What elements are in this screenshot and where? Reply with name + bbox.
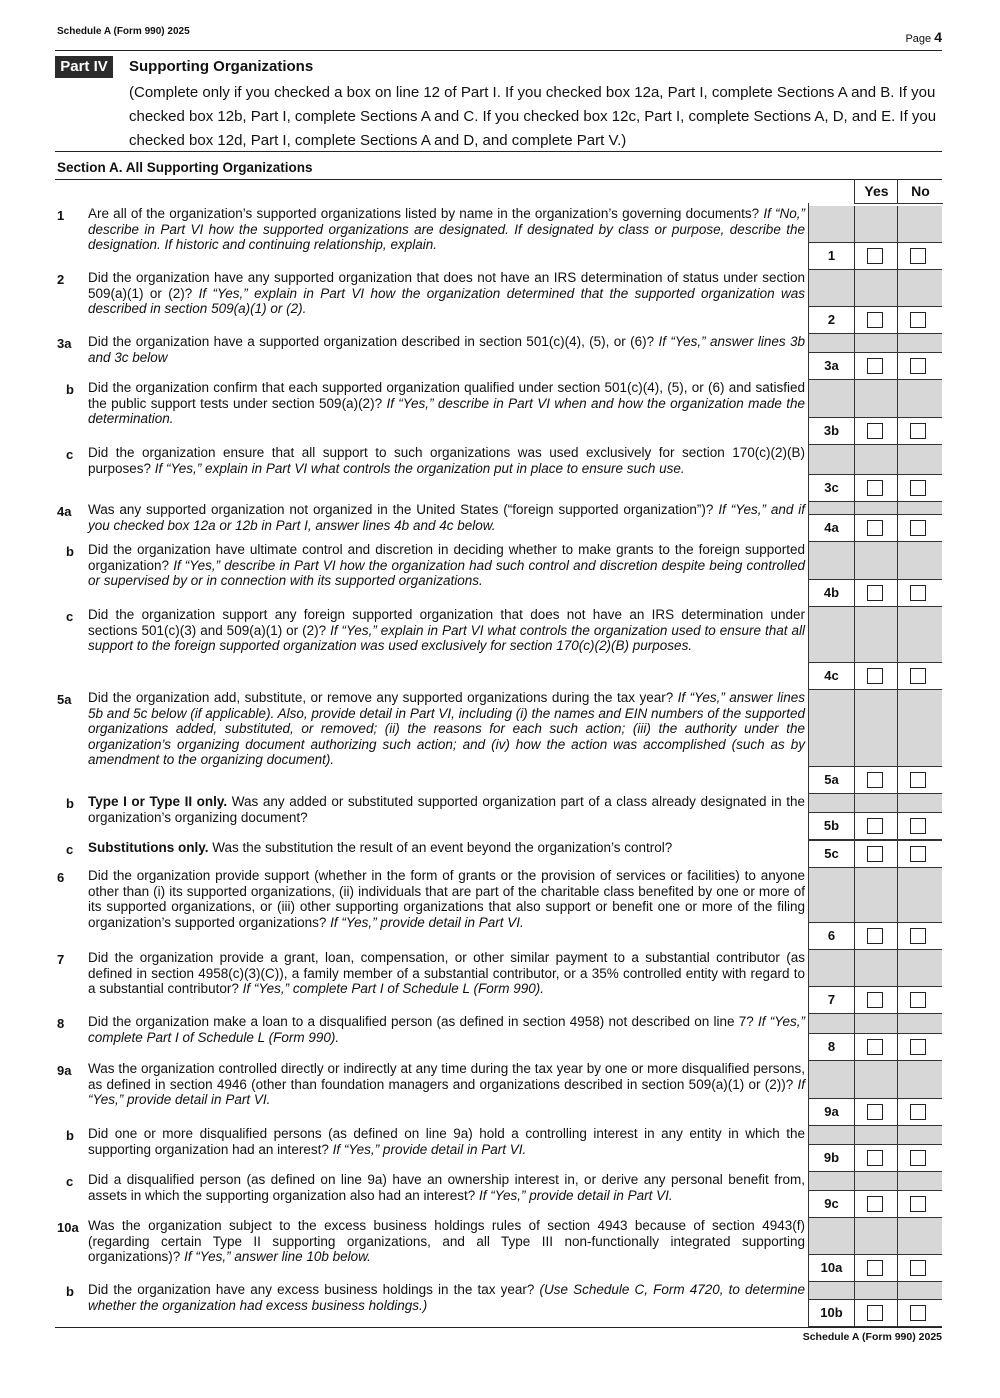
- answer-line-label: 5a: [824, 772, 839, 787]
- yes-cell: [854, 475, 898, 501]
- shaded-divider: [854, 950, 855, 986]
- shaded-divider: [854, 868, 855, 922]
- no-checkbox-3c[interactable]: [910, 480, 926, 496]
- shaded-divider: [854, 542, 855, 579]
- question-text: [88, 690, 805, 768]
- shaded-divider: [897, 542, 898, 579]
- yes-cell: [854, 1145, 898, 1171]
- question-text-instruction: If “Yes,” provide detail in Part VI.: [330, 914, 524, 930]
- no-checkbox-7[interactable]: [910, 992, 926, 1008]
- shaded-cell: [809, 607, 942, 662]
- question-text-plain: Did the organization have any supported organization that does not have an IRS determination of status under section 509(a)(1) or (2)?: [88, 270, 805, 301]
- header-rule: [55, 50, 942, 51]
- question-text: [88, 607, 805, 654]
- shaded-cell: [809, 445, 942, 474]
- shaded-cell: [809, 542, 942, 579]
- page-prefix: Page: [905, 33, 932, 45]
- shaded-cell: [809, 1282, 942, 1299]
- question-text-instruction: If “Yes,” explain in Part VI how the organization determined that the supported organization was described in section 509(a)(1) or (2).: [88, 285, 805, 317]
- question-text: [88, 542, 805, 589]
- answer-row-3c: [809, 474, 942, 502]
- question-text-plain: Was the organization subject to the excess business holdings rules of section 4943 because of section 4943(f) (regarding certain Type II supporting organizations, and all Type III non-functionally integrated supporting organizations)?: [88, 1218, 805, 1265]
- line-number: b: [66, 796, 74, 811]
- shaded-cell: [809, 334, 942, 352]
- answer-line-label: 4c: [824, 668, 839, 683]
- no-checkbox-3b[interactable]: [910, 423, 926, 439]
- yes-cell: [854, 1300, 898, 1326]
- shaded-divider: [897, 334, 898, 352]
- shaded-divider: [897, 1061, 898, 1098]
- line-number: c: [66, 842, 74, 857]
- question-row-10a: [0, 1218, 1000, 1282]
- shaded-divider: [854, 502, 855, 514]
- answer-row-6: [809, 922, 942, 950]
- question-text-instruction: If “Yes,” explain in Part VI what controls the organization put in place to ensure such use.: [154, 460, 685, 476]
- shaded-divider: [854, 334, 855, 352]
- question-text: [88, 270, 805, 317]
- yes-checkbox-7[interactable]: [867, 992, 883, 1008]
- question-row-8: [0, 1014, 1000, 1061]
- no-column-header: No: [897, 179, 943, 204]
- answer-line-label: 9b: [823, 1150, 840, 1165]
- answer-line-label: 3c: [824, 480, 839, 495]
- yes-checkbox-4a[interactable]: [867, 520, 883, 536]
- answer-row-4b: [809, 579, 942, 607]
- no-cell: [897, 515, 943, 541]
- question-row-4c: [0, 607, 1000, 690]
- answer-row-3b: [809, 417, 942, 445]
- question-text: [88, 794, 805, 825]
- yes-checkbox-9b[interactable]: [867, 1150, 883, 1166]
- shaded-cell: [809, 794, 942, 812]
- answer-row-5a: [809, 766, 942, 794]
- shaded-divider: [897, 270, 898, 306]
- yes-checkbox-10b[interactable]: [867, 1305, 883, 1321]
- question-text: [88, 206, 805, 253]
- answer-line-label: 8: [827, 1039, 836, 1054]
- shaded-divider: [897, 445, 898, 474]
- shaded-cell: [809, 1126, 942, 1144]
- line-number: b: [66, 544, 74, 559]
- yes-checkbox-3b[interactable]: [867, 423, 883, 439]
- question-row-7: [0, 950, 1000, 1014]
- yes-cell: [854, 841, 898, 867]
- question-text-instruction: If “Yes,” explain in Part VI what controls the organization used to ensure that all support to the foreign supported organization was used exclusively for section 170(c)(2)(B) purposes.: [88, 622, 805, 654]
- answer-line-label: 3b: [823, 423, 840, 438]
- question-text-instruction: If “Yes,” and if you checked box 12a or 12b in Part I, answer lines 4b and 4c below.: [88, 502, 805, 533]
- line-number: c: [66, 447, 74, 462]
- question-text-plain: Did one or more disqualified persons (as defined on line 9a) hold a controlling interest in any entity in which the supporting organization had an interest?: [88, 1126, 805, 1157]
- shaded-cell: [809, 690, 942, 766]
- shaded-divider: [897, 1172, 898, 1190]
- question-text-instruction: If “Yes,” provide detail in Part VI.: [88, 1076, 805, 1108]
- question-row-2: [0, 270, 1000, 334]
- shaded-divider: [897, 950, 898, 986]
- question-text: [88, 1282, 805, 1313]
- shaded-divider: [897, 1218, 898, 1254]
- shaded-cell: [809, 1014, 942, 1033]
- yes-cell: [854, 580, 898, 606]
- answer-row-5b: [809, 812, 942, 840]
- shaded-cell: [809, 270, 942, 306]
- line-number: 6: [57, 870, 65, 885]
- line-number: 8: [57, 1016, 65, 1031]
- section-rule-bottom: [55, 179, 942, 180]
- no-checkbox-8[interactable]: [910, 1039, 926, 1055]
- yes-cell: [854, 663, 898, 689]
- line-number: b: [66, 382, 74, 397]
- part-label: Part IV: [55, 56, 113, 78]
- line-number: 9a: [57, 1063, 72, 1078]
- question-text-plain: Did the organization add, substitute, or remove any supported organizations during the tax year?: [88, 690, 678, 705]
- yes-cell: [854, 1255, 898, 1281]
- question-text-plain: Did a disqualified person (as defined on line 9a) have an ownership interest in, or derive any personal benefit from, assets in which the supporting organization also had an interest?: [88, 1172, 805, 1203]
- yes-checkbox-5b[interactable]: [867, 818, 883, 834]
- answer-row-8: [809, 1033, 942, 1061]
- line-number: c: [66, 1174, 74, 1189]
- no-cell: [897, 475, 943, 501]
- question-row-5a: [0, 690, 1000, 794]
- shaded-divider: [854, 270, 855, 306]
- question-row-9a: [0, 1061, 1000, 1126]
- shaded-cell: [809, 868, 942, 922]
- answer-row-9c: [809, 1190, 942, 1218]
- question-text: [88, 950, 805, 997]
- part-instructions: (Complete only if you checked a box on line 12 of Part I. If you checked box 12a, Part I, complete Sections A and B. If you checked box 12b, Part I, complete Sections A and C. If you checked box 12c, Part I, complete Sections A, D, and E. If you checked box 12d, Part I, complete Sections A and D, and complete Part V.): [129, 84, 937, 149]
- shaded-divider: [897, 206, 898, 242]
- no-checkbox-10b[interactable]: [910, 1305, 926, 1321]
- answer-line-label: 5b: [823, 818, 840, 833]
- shaded-divider: [854, 794, 855, 812]
- no-checkbox-5c[interactable]: [910, 846, 926, 862]
- question-text-bold: Substitutions only.: [88, 840, 209, 855]
- form-id-header: Schedule A (Form 990) 2025: [57, 26, 190, 37]
- question-row-10b: [0, 1282, 1000, 1327]
- yes-cell: [854, 515, 898, 541]
- answer-row-7: [809, 986, 942, 1014]
- no-checkbox-9c[interactable]: [910, 1196, 926, 1212]
- answer-row-1: [809, 242, 942, 270]
- line-number: 5a: [57, 692, 72, 707]
- yes-checkbox-5c[interactable]: [867, 846, 883, 862]
- question-text-instruction: (Use Schedule C, Form 4720, to determine whether the organization had excess business holdings.): [88, 1282, 806, 1313]
- line-number: 2: [57, 272, 65, 287]
- line-number: b: [66, 1284, 74, 1299]
- no-cell: [897, 580, 943, 606]
- shaded-cell: [809, 502, 942, 514]
- answer-row-10b: [809, 1299, 942, 1327]
- no-cell: [897, 987, 943, 1013]
- line-number: 1: [57, 208, 65, 223]
- yes-cell: [854, 307, 898, 333]
- shaded-divider: [854, 1172, 855, 1190]
- section-rule: [55, 151, 942, 152]
- yes-cell: [854, 813, 898, 839]
- shaded-divider: [897, 794, 898, 812]
- question-text-plain: Did the organization have any excess business holdings in the tax year?: [88, 1282, 540, 1297]
- shaded-divider: [854, 445, 855, 474]
- question-row-4b: [0, 542, 1000, 607]
- no-cell: [897, 1034, 943, 1060]
- shaded-divider: [854, 206, 855, 242]
- question-text: [88, 1126, 805, 1157]
- shaded-divider: [897, 1126, 898, 1144]
- shaded-divider: [854, 1014, 855, 1033]
- shaded-divider: [854, 1282, 855, 1299]
- shaded-divider: [897, 502, 898, 514]
- no-checkbox-10a[interactable]: [910, 1260, 926, 1276]
- no-cell: [897, 1145, 943, 1171]
- question-text-plain: Did the organization have ultimate control and discretion in deciding whether to make grants to the foreign supported organization?: [88, 542, 805, 573]
- no-checkbox-4b[interactable]: [910, 585, 926, 601]
- question-text-plain: Did the organization confirm that each supported organization qualified under section 501(c)(4), (5), or (6) and satisfied the public support tests under section 509(a)(2)?: [88, 380, 805, 411]
- yes-cell: [854, 923, 898, 949]
- no-cell: [897, 923, 943, 949]
- answer-line-label: 2: [827, 312, 836, 327]
- question-row-5b: [0, 794, 1000, 840]
- section-title: Section A. All Supporting Organizations: [57, 160, 313, 175]
- no-checkbox-1[interactable]: [910, 248, 926, 264]
- shaded-divider: [897, 380, 898, 417]
- shaded-divider: [897, 1282, 898, 1299]
- no-cell: [897, 1300, 943, 1326]
- no-checkbox-5b[interactable]: [910, 818, 926, 834]
- question-text-plain: Did the organization provide a grant, loan, compensation, or other similar payment to a substantial contributor (as defined in section 4958(c)(3)(C)), a family member of a substantial contributor, or a 35% controlled entity with regard to a substantial contributor?: [88, 950, 805, 997]
- question-text: [88, 502, 805, 533]
- no-checkbox-9b[interactable]: [910, 1150, 926, 1166]
- answer-line-label: 3a: [824, 358, 839, 373]
- shaded-divider: [854, 1126, 855, 1144]
- yes-checkbox-9a[interactable]: [867, 1104, 883, 1120]
- question-row-4a: [0, 502, 1000, 542]
- question-row-3c: [0, 445, 1000, 502]
- answer-line-label: 10a: [820, 1260, 843, 1275]
- question-text-plain: Did the organization have a supported organization described in section 501(c)(4), (5), or (6)?: [88, 334, 659, 349]
- question-row-1: [0, 206, 1000, 270]
- question-text-plain: Was the substitution the result of an event beyond the organization’s control?: [208, 840, 673, 855]
- question-text-instruction: If “Yes,” complete Part I of Schedule L (Form 990).: [88, 1014, 805, 1045]
- line-number: 3a: [57, 336, 72, 351]
- question-text: [88, 868, 805, 930]
- footer-rule: [55, 1327, 942, 1328]
- yes-checkbox-4b[interactable]: [867, 585, 883, 601]
- no-cell: [897, 1191, 943, 1217]
- line-number: 7: [57, 952, 65, 967]
- shaded-divider: [897, 690, 898, 766]
- question-text-instruction: If “Yes,” describe in Part VI how the organization had such control and discretion despite being controlled or supervised by or in connection with its supported organizations.: [88, 557, 805, 589]
- shaded-cell: [809, 380, 942, 417]
- form-id-footer: Schedule A (Form 990) 2025: [802, 1331, 942, 1343]
- question-text: [88, 1014, 805, 1045]
- answer-line-label: 9a: [824, 1104, 839, 1119]
- no-checkbox-4a[interactable]: [910, 520, 926, 536]
- answer-line-label: 4b: [823, 585, 840, 600]
- line-number: 10a: [57, 1220, 79, 1235]
- question-text-instruction: If “Yes,” answer lines 3b and 3c below: [88, 334, 805, 365]
- no-cell: [897, 841, 943, 867]
- no-cell: [897, 1255, 943, 1281]
- question-text: [88, 334, 805, 365]
- shaded-divider: [897, 868, 898, 922]
- yes-cell: [854, 1191, 898, 1217]
- answer-line-label: 5c: [824, 846, 839, 861]
- yes-cell: [854, 1034, 898, 1060]
- shaded-cell: [809, 1172, 942, 1190]
- question-text-bold: Type I or Type II only.: [88, 794, 228, 809]
- shaded-divider: [854, 1218, 855, 1254]
- yes-cell: [854, 418, 898, 444]
- yes-checkbox-3a[interactable]: [867, 358, 883, 374]
- yes-cell: [854, 353, 898, 379]
- yes-checkbox-3c[interactable]: [867, 480, 883, 496]
- yes-cell: [854, 767, 898, 793]
- no-cell: [897, 243, 943, 269]
- yes-column-header: Yes: [854, 179, 898, 204]
- question-row-3a: [0, 334, 1000, 380]
- shaded-divider: [854, 1061, 855, 1098]
- question-text: [88, 1218, 805, 1265]
- yes-checkbox-1[interactable]: [867, 248, 883, 264]
- line-number: 4a: [57, 504, 72, 519]
- answer-row-4c: [809, 662, 942, 690]
- question-text-plain: Did the organization support any foreign supported organization that does not have an IRS determination under sections 501(c)(3) and 509(a)(1) or (2)?: [88, 607, 805, 638]
- answer-line-label: 9c: [824, 1196, 839, 1211]
- question-row-9c: [0, 1172, 1000, 1218]
- no-checkbox-9a[interactable]: [910, 1104, 926, 1120]
- shaded-cell: [809, 950, 942, 986]
- no-checkbox-6[interactable]: [910, 928, 926, 944]
- page-number-value: 4: [934, 29, 942, 45]
- answer-row-9b: [809, 1144, 942, 1172]
- yes-checkbox-10a[interactable]: [867, 1260, 883, 1276]
- shaded-cell: [809, 1218, 942, 1254]
- shaded-divider: [854, 690, 855, 766]
- answer-row-10a: [809, 1254, 942, 1282]
- page-number: [905, 29, 942, 45]
- question-row-6: [0, 868, 1000, 950]
- question-text-instruction: If “Yes,” answer line 10b below.: [184, 1249, 371, 1265]
- question-text-plain: Was any supported organization not organized in the United States (“foreign supported organization”)?: [88, 502, 719, 517]
- question-text: [88, 1172, 805, 1203]
- no-cell: [897, 418, 943, 444]
- question-text: [88, 1061, 805, 1108]
- answer-line-label: 6: [827, 928, 836, 943]
- answer-line-label: 10b: [820, 1305, 843, 1320]
- yes-cell: [854, 1099, 898, 1125]
- question-text: [88, 840, 805, 856]
- shaded-cell: [809, 1061, 942, 1098]
- no-checkbox-4c[interactable]: [910, 668, 926, 684]
- shaded-divider: [897, 1014, 898, 1033]
- no-cell: [897, 767, 943, 793]
- question-text-plain: Did the organization provide support (whether in the form of grants or the provision of services or facilities) to anyone other than (i) its supported organizations, (ii) individuals that are part of the charitable class benefited by one or more of its supported organizations, or (iii) other supporting organizations that also support or benefit one or more of the filing organization’s supported organizations?: [88, 868, 805, 930]
- yes-checkbox-4c[interactable]: [867, 668, 883, 684]
- question-text-instruction: If “Yes,” answer lines 5b and 5c below (if applicable). Also, provide detail in Part VI, including (i) the names and EIN numbers of the supported organizations added, substituted, or removed; (ii) the reasons for each such action; (iii) the authority under the organization’s organizing document authorizing such action; and (iv) how the action was accomplished (such as by amendment to the organizing document).: [88, 690, 805, 768]
- no-cell: [897, 307, 943, 333]
- question-text-instruction: If “Yes,” describe in Part VI when and how the organization made the determination.: [88, 395, 805, 427]
- no-checkbox-2[interactable]: [910, 312, 926, 328]
- shaded-divider: [897, 607, 898, 662]
- question-text: [88, 380, 805, 427]
- no-cell: [897, 663, 943, 689]
- yes-checkbox-2[interactable]: [867, 312, 883, 328]
- answer-row-4a: [809, 514, 942, 542]
- answer-line-label: 4a: [824, 520, 839, 535]
- question-text-plain: Was any added or substituted supported organization part of a class already designated in the organization’s organizing document?: [88, 794, 805, 825]
- no-checkbox-5a[interactable]: [910, 772, 926, 788]
- no-cell: [897, 353, 943, 379]
- part-title: Supporting Organizations: [129, 58, 314, 75]
- question-text-plain: Did the organization make a loan to a disqualified person (as defined in section 4958) not described on line 7?: [88, 1014, 758, 1029]
- yes-checkbox-6[interactable]: [867, 928, 883, 944]
- answer-row-9a: [809, 1098, 942, 1126]
- answer-line-label: 1: [827, 248, 836, 263]
- question-row-3b: [0, 380, 1000, 445]
- question-text-instruction: If “Yes,” complete Part I of Schedule L (Form 990).: [242, 981, 544, 997]
- no-checkbox-3a[interactable]: [910, 358, 926, 374]
- line-number: b: [66, 1128, 74, 1143]
- yes-cell: [854, 243, 898, 269]
- no-cell: [897, 1099, 943, 1125]
- answer-row-5c: [809, 840, 942, 868]
- shaded-divider: [854, 380, 855, 417]
- answer-line-label: 7: [827, 992, 836, 1007]
- no-cell: [897, 813, 943, 839]
- question-text-plain: Are all of the organization’s supported organizations listed by name in the organization’s governing documents?: [88, 206, 764, 221]
- question-text-instruction: If “Yes,” provide detail in Part VI.: [479, 1187, 673, 1203]
- yes-checkbox-9c[interactable]: [867, 1196, 883, 1212]
- shaded-divider: [854, 607, 855, 662]
- question-text-instruction: If “No,” describe in Part VI how the supported organizations are designated. If designated by class or purpose, describe the designation. If historic and continuing relationship, explain.: [88, 206, 805, 253]
- shaded-cell: [809, 206, 942, 242]
- yes-checkbox-8[interactable]: [867, 1039, 883, 1055]
- answer-row-2: [809, 306, 942, 334]
- question-text-plain: Was the organization controlled directly or indirectly at any time during the tax year by one or more disqualified persons, as defined in section 4946 (other than foundation managers and organizations described in section 509(a)(1) or (2))?: [88, 1061, 805, 1092]
- question-row-9b: [0, 1126, 1000, 1172]
- yes-checkbox-5a[interactable]: [867, 772, 883, 788]
- question-text-instruction: If “Yes,” provide detail in Part VI.: [332, 1141, 527, 1157]
- line-number: c: [66, 609, 74, 624]
- question-text: [88, 445, 805, 476]
- question-text-plain: Did the organization ensure that all support to such organizations was used exclusively for section 170(c)(2)(B) purposes?: [88, 445, 805, 476]
- answer-row-3a: [809, 352, 942, 380]
- question-row-5c: [0, 840, 1000, 868]
- yes-cell: [854, 987, 898, 1013]
